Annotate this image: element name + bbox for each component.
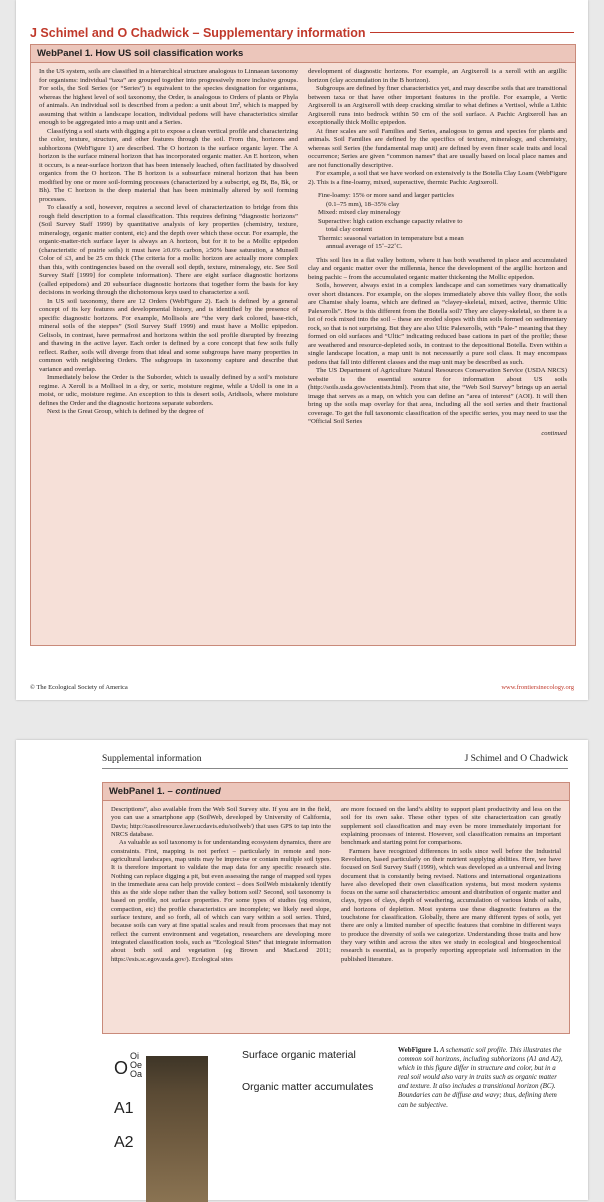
caption-label: WebFigure 1. bbox=[398, 1046, 439, 1054]
web-figure-1 bbox=[102, 1040, 568, 1200]
paragraph: Subgroups are defined by finer characteristics yet, and may describe soils that are transitional between taxa or that have other important features in the profile. For example, a Vertic Argixeroll is an Argixeroll with deep cracking similar to what defines a Vertisol, while a Lithic Argixeroll runs into bedrock within 50 cm of the soil surface. A Pachic Argixeroll has an exceptionally thick Mollic epipedon. bbox=[308, 85, 567, 126]
caption-text: A schematic soil profile. This illustrates the common soil horizons, including subhorizons (A1 and A2), which in this figure differ in structure and color, but in a real soil would also vary in traits such as organic matter and texture. It also includes a transitional horizon (BC). Boundaries can be diffuse and wavy; thus, defining them can be subjective. bbox=[398, 1046, 563, 1109]
trait-item: Fine-loamy: 15% or more sand and larger particles bbox=[318, 192, 454, 199]
paragraph: Soils, however, always exist in a complex landscape and can sometimes vary dramatically over short distances. For example, on the slopes immediately above this valley floor, the soils are Chamise shaly loams, which are defined as “clayey-skeletal, mixed, active, thermic Ultic Palexerolls”. How is this different from the Botella soil? They are clayey-skeletal, so there is a lot of rock mixed into the soil – these are eroded slopes with thin soils formed on sedimentary rock, so that is not surprising. But they are also Ultic Palexerolls, with “Pale-” meaning that they formed on old surfaces and “Ultic” indicating reduced base cations in part of the profile; these are weathered and resource-depleted soils, in contrast to the depositional Botella. Even within a single landscape location, a map unit is not necessarily a pure soil class. It may encompass pedons that fall into different classes and the map unit may be described as such. bbox=[308, 282, 567, 366]
horizon-label-oa: Oa bbox=[130, 1069, 143, 1079]
horizon-label-a1: A1 bbox=[114, 1100, 134, 1117]
paragraph: For example, a soil that we have worked on extensively is the Botella Clay Loam (WebFigure 2). This is a fine-loamy, mixed, superactive, thermic Pachic Argixeroll. bbox=[308, 170, 567, 186]
paragraph: development of diagnostic horizons. For example, an Argixeroll is a xeroll with an argillic horizon (clay accumulation in the B horizon). bbox=[308, 68, 567, 84]
paragraph: Next is the Great Group, which is defined by the degree of bbox=[47, 408, 204, 415]
header-title: J Schimel and O Chadwick – Supplementary information bbox=[30, 26, 370, 40]
web-panel-1-continued bbox=[102, 782, 570, 1034]
paragraph: Classifying a soil starts with digging a pit to expose a clean vertical profile and characterizing the color, texture, structure, and other features through the soil. From this, horizons and subhorizons (WebFigure 1) are described. The O horizon is the surface organic layer. The A horizon is the surface mineral horizon that has incorporated organic matter. An E horizon, when it occurs, is a near-surface horizon that has been intensely leached, often facilitated by dissolved organics from the O horizon. The B horizon is a subsurface mineral horizon that has been modified by one or more soil-forming processes (characterized by a subscript, eg Bt, Bs, Bk, or Bh). The C horizon is the deep material that has been minimally altered by soil forming processes. bbox=[39, 127, 298, 203]
page-header bbox=[102, 750, 568, 769]
note-organic-accumulates: Organic matter accumulates bbox=[242, 1081, 374, 1093]
soil-profile-image bbox=[146, 1056, 208, 1202]
note-surface-organic: Surface organic material bbox=[242, 1049, 356, 1061]
copyright: © The Ecological Society of America bbox=[30, 684, 128, 691]
paragraph: Immediately below the Order is the Suborder, which is usually defined by a soil’s moisture regime. A Xeroll is a Mollisol in a dry, or xeric, moisture regime, while a Udoll is one in a moist, or udic, moisture regime. An exception to this is desert soils, Aridisols, where moisture defines the Order and the diagnostic horizons separate suborders. bbox=[39, 374, 298, 407]
paragraph: This soil lies in a flat valley bottom, where it has both weathered in place and accumulated clay and organic matter over the millennia, hence the development of the argillic horizon and being pachic – from the accumulated organic matter thickening the Mollic epipedon. bbox=[308, 256, 567, 281]
panel-title bbox=[103, 783, 569, 801]
page-header bbox=[30, 24, 574, 42]
subhorizon-labels bbox=[130, 1052, 142, 1079]
paragraph: In the US system, soils are classified in a hierarchical structure analogous to Linnaean taxonomy for organisms: individual “taxa” are grouped together into progressively more inclusive groups. For soils, the Soil Series (or “Series”) is equivalent to the species designation for organisms, whereas the highest level of soil taxonomy, the Order, is analogous to Orders of plants or Phyla of animals. An individual soil is described from a pedon: a unit about 1m², which is mapped by assuming that within a landscape location, individual pedons will have characteristics similar enough to be aggregated into a map unit and a Series. bbox=[39, 68, 298, 126]
paragraph: Farmers have recognized differences in soils since well before the Industrial Revolution, based particularly on their nutrient supplying abilities. Here, we have focused on Soil Survey Staff (1999), which was developed as a universal and living document that is constantly being revised. Nations and international organizations have also developed their own classification systems, but most modern systems focus on the same soil characteristics: amount and distribution of organic matter and clays, types of clays, depth of weathering, accumulation of various kinds of salts, and horizons of depletion. Most systems use these diagnostic features as the touchstone for classification. Globally, there are many different types of soils, yet there are only a limited number of specific features that combine in different ways to produce the diversity of soils we categorize. Understanding those traits and how they vary within and across the sites we study in ecological and biogeochemical research is essential, as is properly reporting appropriate soil information in the published literature. bbox=[341, 847, 561, 963]
paragraph: As valuable as soil taxonomy is for understanding ecosystem dynamics, there are constraints. First, mapping is not perfect – particularly in remote and non-agricultural landscapes, map units may be imprecise or contain multiple soil types. It is therefore important to validate the map data for any specific research site. Nothing can replace digging a pit, but even assessing the range of mapped soil types in the immediate area can help provide context – does SoilWeb mistakenly identify this as the side slope rather than the valley bottom soil? Second, soil taxonomy is based on profile, not surface properties. For some types of studies (eg erosion, compaction, etc) the profile characteristics are incomplete; we likely need slope, surface texture, and so forth, all of which can vary within a soil series. Third, because soils can vary at fine spatial scales and result from processes that may not reflect the current environment and vegetation, researchers are developing more integrated classification tools, such as “Ecological Sites” that integrate information about both soil and vegetation (eg Brown and MacLeod 2011; https://esis.sc.egov.usda.gov/). Ecological sites bbox=[111, 839, 331, 963]
journal-url[interactable]: www.frontiersinecology.org bbox=[501, 684, 574, 691]
trait-item: Mixed: mixed clay mineralogy bbox=[318, 209, 401, 216]
page-2 bbox=[16, 740, 588, 1200]
panel-left-column bbox=[111, 806, 331, 964]
paragraph: The US Department of Agriculture Natural Resources Conservation Service (USDA NRCS) website is the essential source for information about US soils (http://soils.usda.gov/scientists.html). From that site, the “Web Soil Survey” brings up an aerial image that serves as a map, on which you can define an “area of interest” (AOI). It will then bring up the soils map overlay for that area, including all the soil series and their fractional coverage. To get the full taxonomic classification of the specific series, you may need to use the “Official Soil Series bbox=[308, 367, 567, 425]
trait-item: (0.1–75 mm), 18–35% clay bbox=[326, 200, 400, 208]
paragraph: In US soil taxonomy, there are 12 Orders (WebFigure 2). Each is defined by a general concept of its key features and developmental history, and is identified by the presence of specific diagnostic horizons. For example, Mollisols are “the very dark colored, base-rich, mineral soils of the steppes” (Soil Survey Staff 1999) and must have a Mollic epipedon. Gelisols, in contrast, have permafrost and horizons within the soil profile disrupted by freezing and thawing in the active layer. Each order is defined by a core concept that few soils fully reflect. Rather, soils will diverge from that ideal and some subgroups have many properties in common with neighboring Orders. The subgroups in taxonomy capture and describe that variance and overlap. bbox=[39, 297, 298, 373]
panel-title-main: WebPanel 1. bbox=[109, 786, 165, 797]
horizon-label-o: O bbox=[114, 1058, 129, 1078]
paragraph: To classify a soil, however, requires a second level of characterization to bridge from this rough field description to a formal classification. This requires defining “diagnostic horizons” (Soil Survey Staff 1999) by quantitative analysis of key properties (chemistry, texture, mineralogy, organic matter content, etc) and the depth over which these occur. For example, the organic-matter-rich surface layer is always an A horizon, but for it to be a Mollic epipedon (characteristic of prairie soils) it must have ≥0.6% carbon, ≥50% base saturation, a Munsell Color of ≤3, and be 25 cm thick (The criteria for a mollic horizon are actually more complex than this, with contingencies based on the overall soil depth, texture, mineralogy, etc. See Soil Survey Staff [1999] for complete information). There are eight surface diagnostic horizons (called epipedons) and 20 subsurface diagnostic horizons that together form the basis for key decisions in working through the dichotomous keys used to characterize a soil. bbox=[39, 204, 298, 296]
figure-caption bbox=[398, 1046, 568, 1110]
header-section: Supplemental information bbox=[102, 754, 202, 764]
horizon-label-a2: A2 bbox=[114, 1134, 134, 1151]
page-1 bbox=[16, 0, 588, 700]
horizon-label-oe: Oe bbox=[130, 1060, 143, 1070]
panel-left-column bbox=[39, 68, 298, 438]
trait-item: annual average of 15˚–22˚C. bbox=[326, 243, 403, 250]
trait-list bbox=[318, 192, 567, 252]
trait-item: total clay content bbox=[326, 226, 373, 233]
continued-label: continued bbox=[541, 429, 567, 437]
panel-right-column bbox=[341, 806, 561, 964]
horizon-label-oi: Oi bbox=[130, 1051, 139, 1061]
paragraph: are more focused on the land’s ability to support plant productivity and less on the soil for its own sake. These other types of site characterization can greatly supplement soil classification and may even be more immediately important for explaining processes of interest. However, soil classification remains an important benchmark and starting point for comparisons. bbox=[341, 806, 561, 847]
header-authors: J Schimel and O Chadwick bbox=[464, 754, 568, 764]
panel-title-continued: – continued bbox=[167, 786, 221, 797]
trait-item: Superactive: high cation exchange capacity relative to bbox=[318, 217, 463, 225]
soil-profile-figure bbox=[102, 1042, 382, 1202]
trait-item: Thermic: seasonal variation in temperature but a mean bbox=[318, 234, 464, 242]
panel-title: WebPanel 1. How US soil classification works bbox=[31, 45, 575, 63]
panel-right-column bbox=[308, 68, 567, 438]
web-panel-1 bbox=[30, 44, 576, 646]
paragraph: At finer scales are soil Families and Series, analogous to genus and species for plants and animals. Soil Families are defined by the specifics of texture, mineralogy, and chemistry, whereas soil Series (the fundamental map unit) are defined by even finer scale traits and local occurrence; Series are given “common names” that are usually based on local place names and are not functionally descriptive. bbox=[308, 127, 567, 169]
paragraph: Descriptions”, also available from the Web Soil Survey site. If you are in the field, you can use a smartphone app (SoilWeb, developed by University of California, Davis; http://casoilresource.lawr.ucdavis.edu/soilweb/) that uses GPS to tap into the NRCS database. bbox=[111, 806, 331, 838]
